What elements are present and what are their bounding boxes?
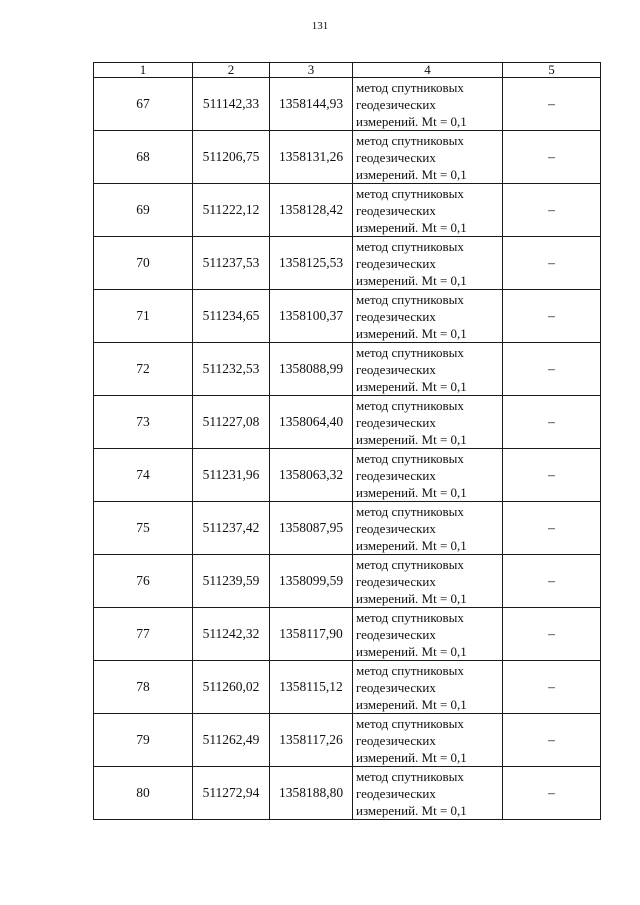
x-coordinate-cell: 511272,94	[193, 767, 270, 820]
table-row	[94, 131, 601, 184]
method-cell	[353, 555, 503, 608]
method-line: геодезических	[356, 361, 436, 377]
note-cell: –	[503, 608, 601, 661]
method-line: метод спутниковых	[356, 450, 464, 466]
x-coordinate-cell: 511227,08	[193, 396, 270, 449]
header-row	[94, 63, 601, 78]
point-number-cell: 78	[94, 661, 193, 714]
x-coordinate-cell: 511222,12	[193, 184, 270, 237]
y-coordinate-cell: 1358117,26	[270, 714, 353, 767]
table-row	[94, 767, 601, 820]
method-line: метод спутниковых	[356, 79, 464, 95]
method-line: геодезических	[356, 626, 436, 642]
y-coordinate-cell: 1358099,59	[270, 555, 353, 608]
table-body	[94, 78, 601, 820]
point-number-cell: 74	[94, 449, 193, 502]
point-number-cell: 71	[94, 290, 193, 343]
x-coordinate-cell: 511142,33	[193, 78, 270, 131]
note-cell: –	[503, 184, 601, 237]
header-col-5: 5	[503, 63, 601, 78]
method-line: метод спутниковых	[356, 768, 464, 784]
header-col-3: 3	[270, 63, 353, 78]
point-number-cell: 77	[94, 608, 193, 661]
method-cell	[353, 449, 503, 502]
table-row	[94, 237, 601, 290]
method-line: геодезических	[356, 255, 436, 271]
header-col-4: 4	[353, 63, 503, 78]
coordinates-table	[93, 62, 601, 820]
point-number-cell: 68	[94, 131, 193, 184]
x-coordinate-cell: 511232,53	[193, 343, 270, 396]
method-line: измерений. Mt = 0,1	[356, 590, 467, 606]
header-col-1: 1	[94, 63, 193, 78]
point-number-cell: 72	[94, 343, 193, 396]
table-row	[94, 184, 601, 237]
point-number-cell: 70	[94, 237, 193, 290]
method-cell	[353, 767, 503, 820]
method-line: геодезических	[356, 679, 436, 695]
method-line: измерений. Mt = 0,1	[356, 537, 467, 553]
table-row	[94, 608, 601, 661]
y-coordinate-cell: 1358128,42	[270, 184, 353, 237]
y-coordinate-cell: 1358100,37	[270, 290, 353, 343]
method-cell	[353, 290, 503, 343]
method-cell	[353, 131, 503, 184]
y-coordinate-cell: 1358188,80	[270, 767, 353, 820]
method-line: геодезических	[356, 414, 436, 430]
note-cell: –	[503, 237, 601, 290]
point-number-cell: 75	[94, 502, 193, 555]
method-line: геодезических	[356, 149, 436, 165]
x-coordinate-cell: 511260,02	[193, 661, 270, 714]
x-coordinate-cell: 511262,49	[193, 714, 270, 767]
page-number: 131	[311, 20, 329, 32]
method-line: метод спутниковых	[356, 291, 464, 307]
table-row	[94, 555, 601, 608]
x-coordinate-cell: 511234,65	[193, 290, 270, 343]
x-coordinate-cell: 511239,59	[193, 555, 270, 608]
point-number-cell: 69	[94, 184, 193, 237]
y-coordinate-cell: 1358087,95	[270, 502, 353, 555]
method-cell	[353, 714, 503, 767]
x-coordinate-cell: 511237,42	[193, 502, 270, 555]
method-line: измерений. Mt = 0,1	[356, 325, 467, 341]
method-cell	[353, 396, 503, 449]
note-cell: –	[503, 502, 601, 555]
method-line: геодезических	[356, 520, 436, 536]
method-line: метод спутниковых	[356, 397, 464, 413]
y-coordinate-cell: 1358115,12	[270, 661, 353, 714]
x-coordinate-cell: 511206,75	[193, 131, 270, 184]
table-row	[94, 343, 601, 396]
method-line: измерений. Mt = 0,1	[356, 484, 467, 500]
method-line: измерений. Mt = 0,1	[356, 802, 467, 818]
method-cell	[353, 343, 503, 396]
point-number-cell: 79	[94, 714, 193, 767]
y-coordinate-cell: 1358144,93	[270, 78, 353, 131]
x-coordinate-cell: 511237,53	[193, 237, 270, 290]
note-cell: –	[503, 396, 601, 449]
table-row	[94, 714, 601, 767]
note-cell: –	[503, 714, 601, 767]
method-line: геодезических	[356, 308, 436, 324]
method-line: метод спутниковых	[356, 238, 464, 254]
note-cell: –	[503, 78, 601, 131]
method-line: геодезических	[356, 467, 436, 483]
note-cell: –	[503, 661, 601, 714]
method-line: геодезических	[356, 732, 436, 748]
method-line: геодезических	[356, 785, 436, 801]
y-coordinate-cell: 1358125,53	[270, 237, 353, 290]
method-line: метод спутниковых	[356, 556, 464, 572]
method-line: измерений. Mt = 0,1	[356, 643, 467, 659]
y-coordinate-cell: 1358064,40	[270, 396, 353, 449]
note-cell: –	[503, 343, 601, 396]
table-row	[94, 449, 601, 502]
note-cell: –	[503, 555, 601, 608]
method-line: измерений. Mt = 0,1	[356, 113, 467, 129]
method-line: измерений. Mt = 0,1	[356, 749, 467, 765]
note-cell: –	[503, 290, 601, 343]
method-line: метод спутниковых	[356, 132, 464, 148]
y-coordinate-cell: 1358063,32	[270, 449, 353, 502]
method-cell	[353, 608, 503, 661]
method-line: метод спутниковых	[356, 609, 464, 625]
y-coordinate-cell: 1358117,90	[270, 608, 353, 661]
method-line: метод спутниковых	[356, 185, 464, 201]
point-number-cell: 67	[94, 78, 193, 131]
point-number-cell: 76	[94, 555, 193, 608]
table-row	[94, 396, 601, 449]
method-line: метод спутниковых	[356, 344, 464, 360]
y-coordinate-cell: 1358131,26	[270, 131, 353, 184]
x-coordinate-cell: 511242,32	[193, 608, 270, 661]
x-coordinate-cell: 511231,96	[193, 449, 270, 502]
table-header	[94, 63, 601, 78]
method-line: метод спутниковых	[356, 503, 464, 519]
method-cell	[353, 661, 503, 714]
y-coordinate-cell: 1358088,99	[270, 343, 353, 396]
point-number-cell: 73	[94, 396, 193, 449]
method-line: геодезических	[356, 573, 436, 589]
method-cell	[353, 502, 503, 555]
method-line: геодезических	[356, 96, 436, 112]
table-row	[94, 661, 601, 714]
method-line: метод спутниковых	[356, 662, 464, 678]
method-line: измерений. Mt = 0,1	[356, 219, 467, 235]
note-cell: –	[503, 449, 601, 502]
note-cell: –	[503, 767, 601, 820]
method-line: измерений. Mt = 0,1	[356, 431, 467, 447]
method-line: измерений. Mt = 0,1	[356, 166, 467, 182]
table-row	[94, 290, 601, 343]
method-line: измерений. Mt = 0,1	[356, 378, 467, 394]
method-line: метод спутниковых	[356, 715, 464, 731]
point-number-cell: 80	[94, 767, 193, 820]
header-col-2: 2	[193, 63, 270, 78]
table-row	[94, 78, 601, 131]
table-row	[94, 502, 601, 555]
method-cell	[353, 184, 503, 237]
method-line: геодезических	[356, 202, 436, 218]
note-cell: –	[503, 131, 601, 184]
method-line: измерений. Mt = 0,1	[356, 696, 467, 712]
method-line: измерений. Mt = 0,1	[356, 272, 467, 288]
method-cell	[353, 78, 503, 131]
method-cell	[353, 237, 503, 290]
